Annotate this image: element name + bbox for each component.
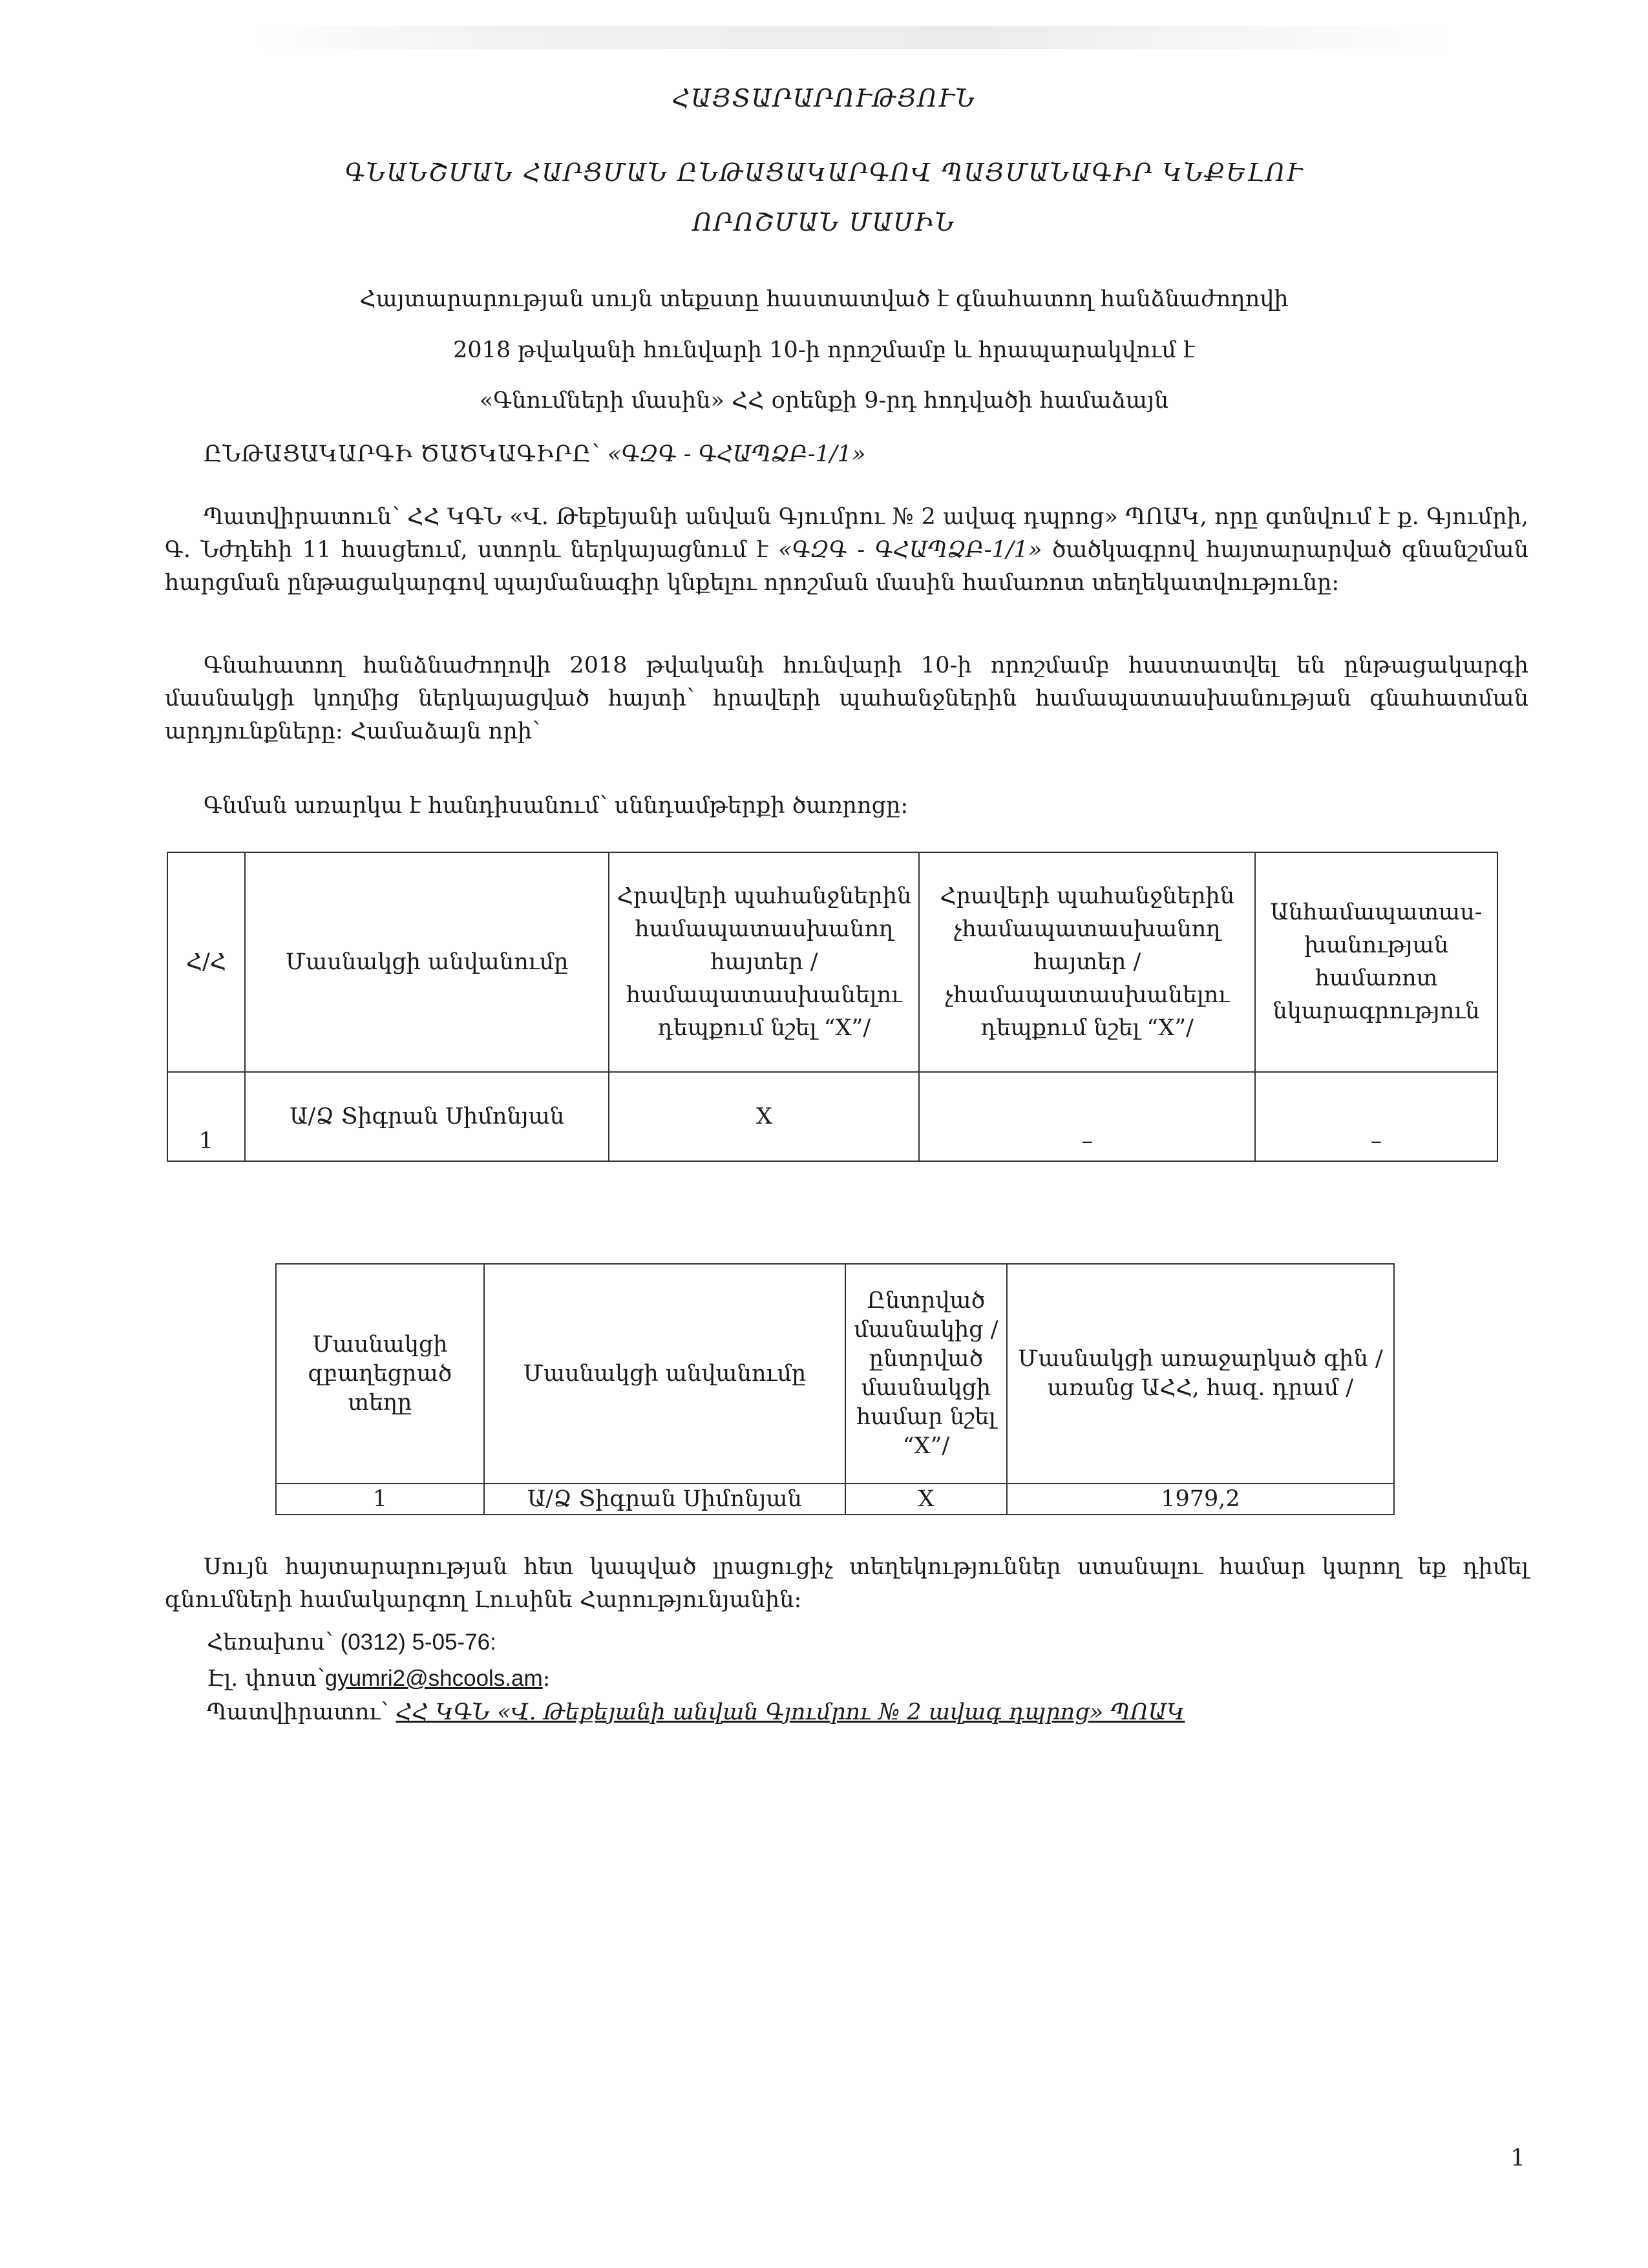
procedure-code-line	[204, 441, 865, 467]
table-row	[276, 1484, 1394, 1515]
paragraph-evaluation: Գնահատող հանձնաժողովի 2018 թվականի հունվարի 10-ի որոշմամբ հաստատվել են ընթացակարգի մասնակցի կողմից ներկայացված հայտի՝ հրավերի պահանջներին համապատասխանության գնահատման արդյունքները: Համաձայն որի՝	[165, 653, 1528, 744]
customer-label: Պատվիրատու՝	[207, 1699, 389, 1725]
intro-line-3: «Գնումների մասին» ՀՀ օրենքի 9-րդ հոդվածի համաձայն	[479, 388, 1169, 414]
header-offered-price: Մասնակցի առաջարկած գին /առանց ԱՀՀ, հազ. դրամ /	[1007, 1264, 1394, 1484]
email-line	[207, 1666, 550, 1692]
cell-offered-price: 1979,2	[1007, 1484, 1394, 1515]
cell-compliant-mark: X	[609, 1072, 919, 1161]
header-compliant-bids: Հրավերի պահանջներին համապատասխանող հայտեր /համապատասխանելու դեպքում նշել “X”/	[609, 852, 919, 1072]
paragraph-customer-text-b: ծածկագրով հայտարարված գնանշման հարցման ընթացակարգով պայմանագիր կնքելու որոշման մասին համառոտ տեղեկատվությունը:	[165, 537, 1528, 596]
page-number: 1	[1510, 2145, 1525, 2172]
procedure-code-label: ԸՆԹԱՑԱԿԱՐԳԻ ԾԱԾԿԱԳԻՐԸ՝	[204, 441, 600, 467]
paragraph-contact: Սույն հայտարարության հետ կապված լրացուցիչ տեղեկություններ ստանալու համար կարող եք դիմել գնումների համակարգող Լուսինե Հարությունյանին:	[165, 1554, 1528, 1613]
email-label: Էլ. փոստ՝	[207, 1666, 325, 1692]
header-participant-name: Մասնակցի անվանումը	[484, 1264, 845, 1484]
procedure-code-value: «ԳԶԳ - ԳՀԱՊՁԲ-1/1»	[607, 441, 866, 467]
paragraph-customer-code: «ԳԶԳ - ԳՀԱՊՁԲ-1/1»	[778, 537, 1042, 563]
email-link[interactable]: gyumri2@shcools.am	[324, 1666, 543, 1691]
email-suffix: :	[542, 1666, 551, 1692]
cell-participant-name: Ա/Ձ Տիգրան Սիմոնյան	[484, 1484, 845, 1515]
phone-line	[207, 1630, 496, 1655]
cell-place: 1	[276, 1484, 484, 1515]
header-number: Հ/Հ	[167, 852, 245, 1072]
evaluation-table	[167, 852, 1498, 1162]
cell-participant-name: Ա/Ձ Տիգրան Սիմոնյան	[245, 1072, 609, 1161]
header-participant-name: Մասնակցի անվանումը	[245, 852, 609, 1072]
paragraph-customer-text-a: Պատվիրատուն՝ ՀՀ ԿԳՆ «Վ. Թեքեյանի անվան Գյումրու № 2 ավագ դպրոց» ՊՈԱԿ, որը գտնվում է ք. Գյումրի, Գ. Նժդեհի 11 հասցեում, ստորև ներկայացնում է	[165, 504, 1528, 563]
winner-table-header-row	[276, 1264, 1394, 1484]
paragraph-customer-info	[165, 501, 1528, 600]
document-title: ՀԱՅՏԱՐԱՐՈՒԹՅՈՒՆ	[671, 84, 977, 112]
phone-label: Հեռախոս՝	[207, 1630, 333, 1655]
scan-artifact	[259, 26, 1454, 49]
cell-noncompliance-description: –	[1255, 1072, 1497, 1161]
table-row	[167, 1072, 1497, 1161]
intro-line-1: Հայտարարության սույն տեքստը հաստատված է գնահատող հանձնաժողովի	[359, 286, 1289, 312]
phone-value: (0312) 5-05-76:	[340, 1630, 496, 1655]
header-noncompliance-description: Անհամապատաս-խանության համառոտ նկարագրություն	[1255, 852, 1497, 1072]
customer-value: ՀՀ ԿԳՆ «Վ. Թեքեյանի անվան Գյումրու № 2 ավագ դպրոց» ՊՈԱԿ	[396, 1699, 1185, 1725]
paragraph-subject: Գնման առարկա է հանդիսանում՝ սննդամթերքի ծառրոցը:	[204, 793, 909, 819]
document-subtitle-line1: ԳՆԱՆՇՄԱՆ ՀԱՐՑՄԱՆ ԸՆԹԱՑԱԿԱՐԳՈՎ ՊԱՅՄԱՆԱԳԻՐ ԿՆՔԵԼՈՒ	[344, 158, 1304, 187]
customer-line	[207, 1699, 1185, 1725]
evaluation-table-header-row	[167, 852, 1497, 1072]
document-subtitle-line2: ՈՐՈՇՄԱՆ ՄԱՍԻՆ	[692, 208, 956, 236]
cell-noncompliant-mark: –	[919, 1072, 1255, 1161]
winner-table	[275, 1263, 1395, 1515]
intro-line-2: 2018 թվականի հունվարի 10-ի որոշմամբ և հրապարակվում է	[453, 337, 1195, 363]
header-selected-participant: Ընտրված մասնակից /ընտրված մասնակցի համար նշել “X”/	[845, 1264, 1007, 1484]
header-noncompliant-bids: Հրավերի պահանջներին չհամապատասխանող հայտեր /չհամապատասխանելու դեպքում նշել “X”/	[919, 852, 1255, 1072]
cell-number: 1	[167, 1072, 245, 1161]
header-place: Մասնակցի զբաղեցրած տեղը	[276, 1264, 484, 1484]
cell-selected-mark: X	[845, 1484, 1007, 1515]
